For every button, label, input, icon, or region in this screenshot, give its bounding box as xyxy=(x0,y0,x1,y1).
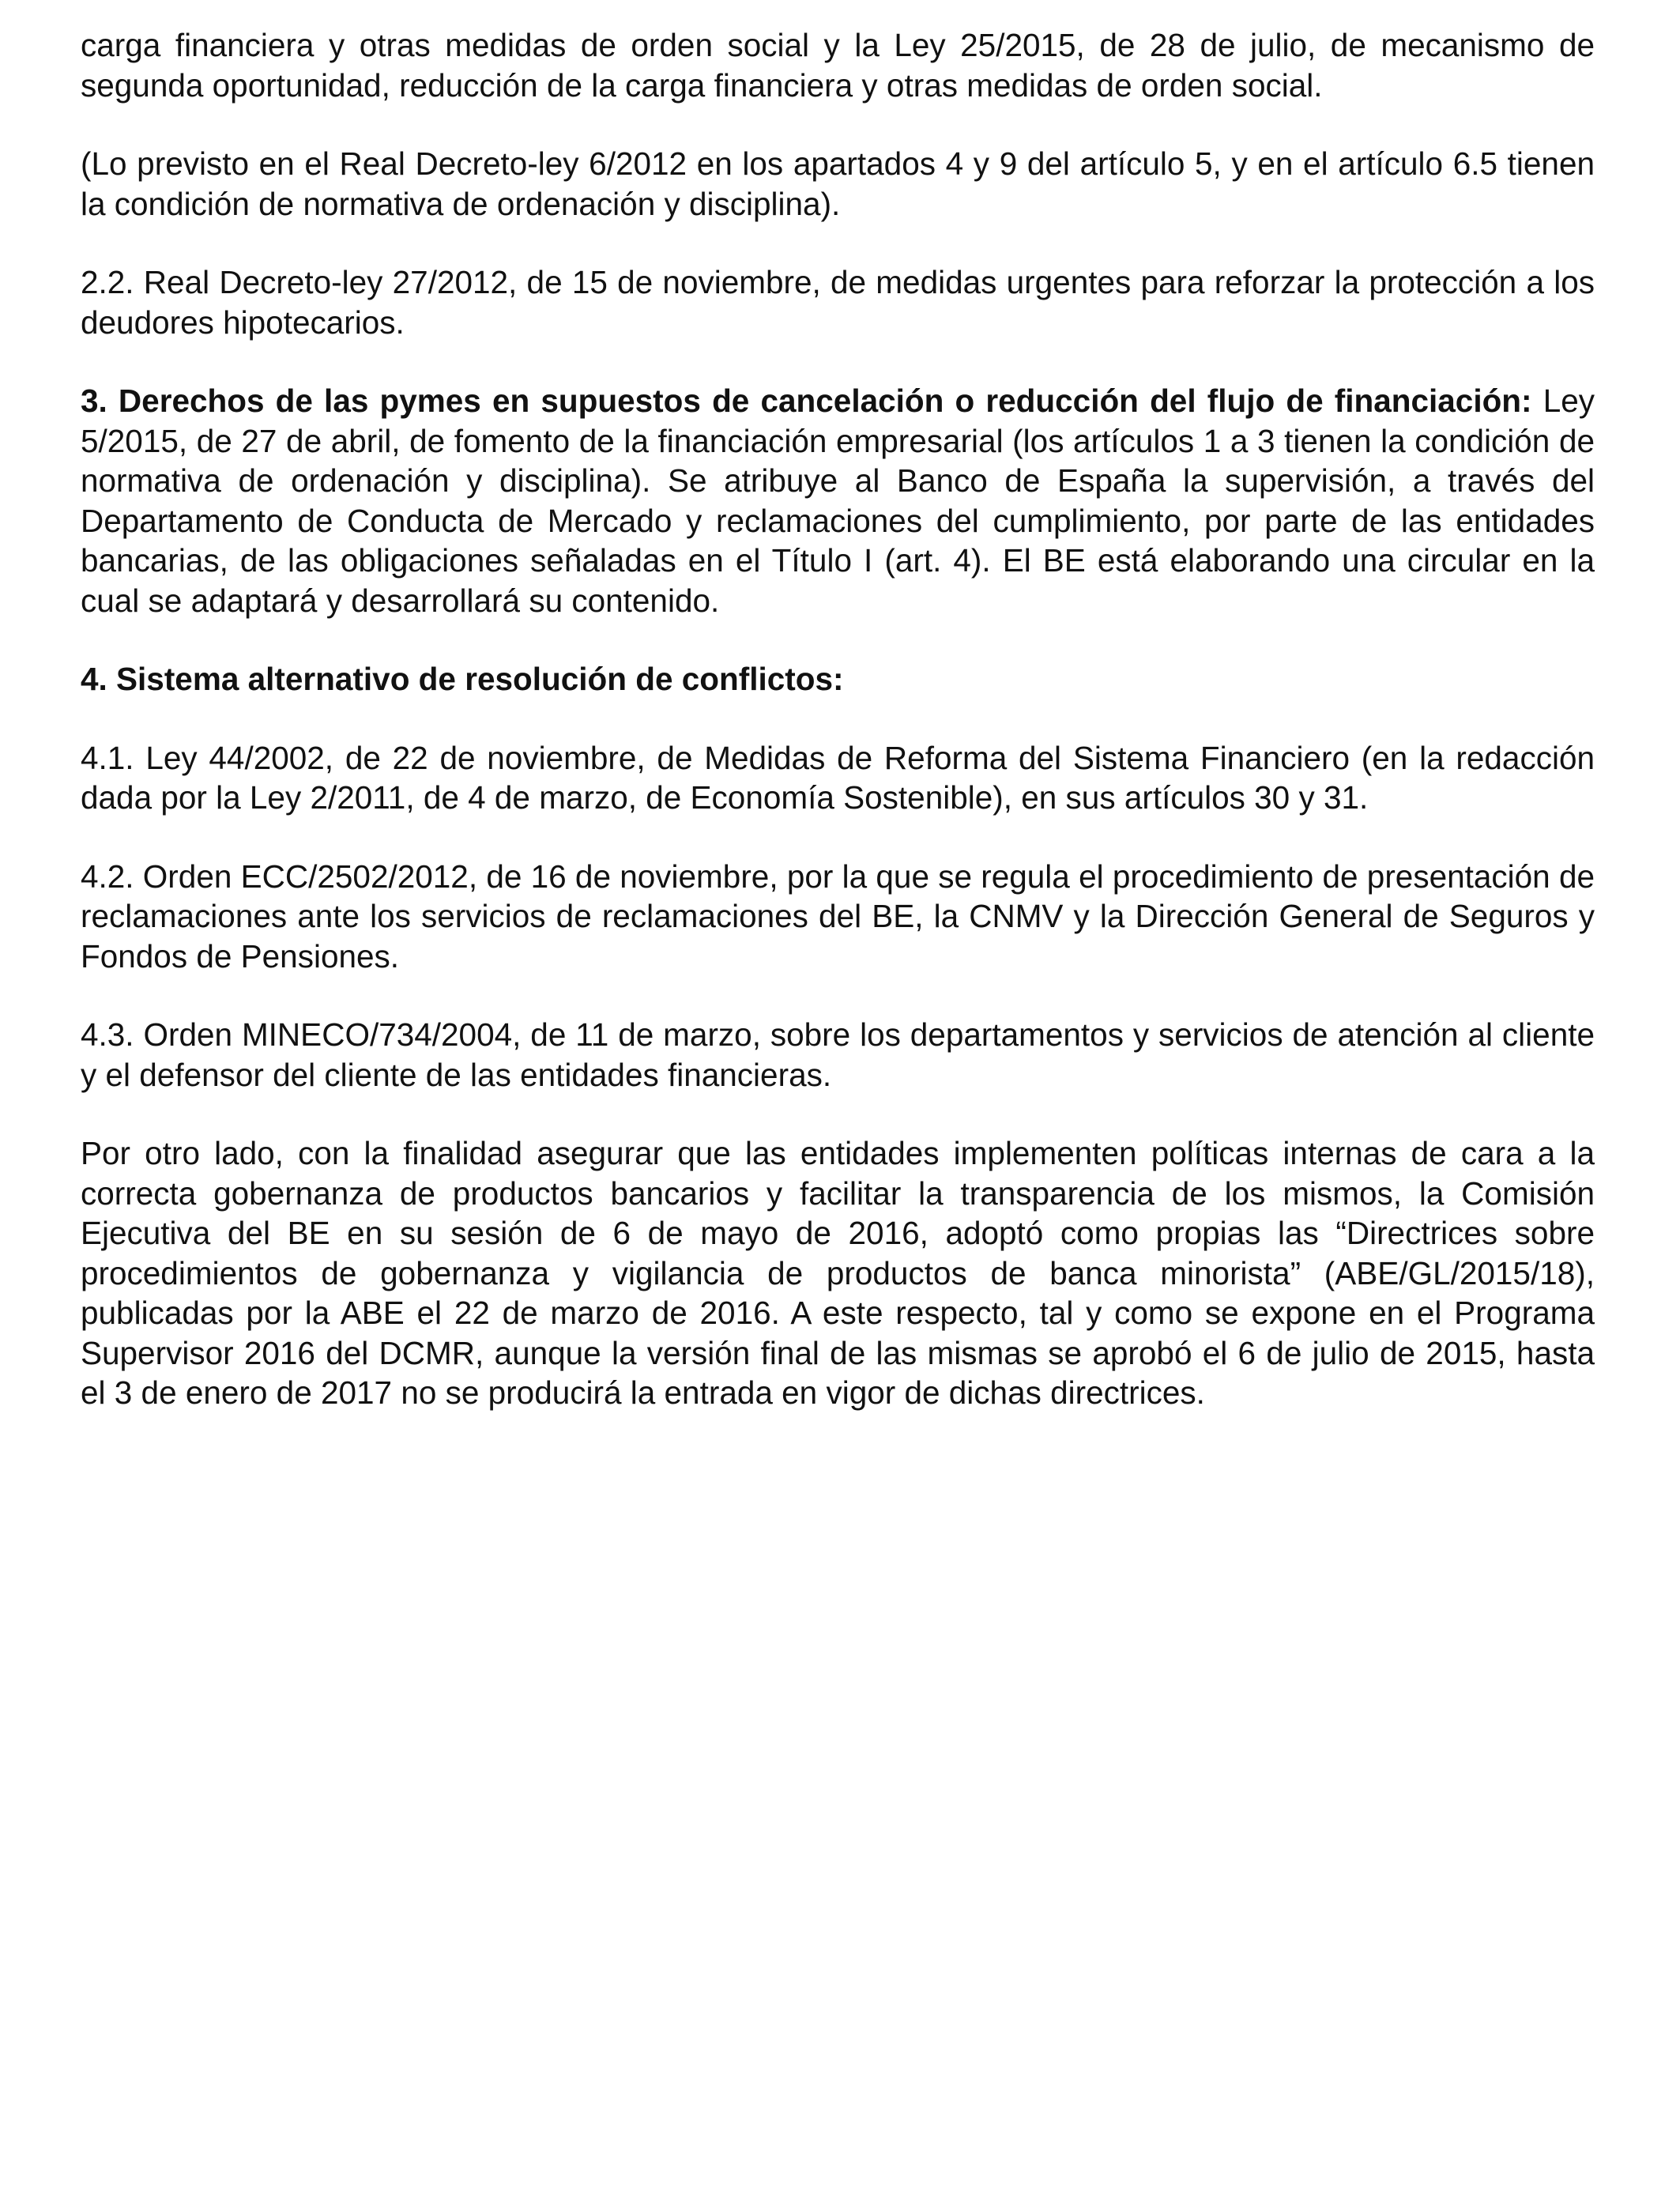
paragraph-continuation: carga financiera y otras medidas de orden social y la Ley 25/2015, de 28 de julio, de mecanismo de segunda oportunidad, reducción de la carga financiera y otras medidas de orden social. xyxy=(81,27,1595,104)
section-4-heading: 4. Sistema alternativo de resolución de conflictos: xyxy=(81,661,844,697)
section-3-body: Ley 5/2015, de 27 de abril, de fomento de la financiación empresarial (los artículos 1 a 3 tienen la condición de normativa de ordenación y disciplina). Se atribuye al Banco de España la supervisión, a través del Departamento de Conducta de Mercado y reclamaciones del cumplimiento, por parte de las entidades bancarias, de las obligaciones señaladas en el Título I (art. 4). El BE está elaborando una circular en la cual se adaptará y desarrollará su contenido. xyxy=(81,383,1595,619)
paragraph-4-2: 4.2. Orden ECC/2502/2012, de 16 de noviembre, por la que se regula el procedimiento de presentación de reclamaciones ante los servicios de reclamaciones del BE, la CNMV y la Dirección General de Seguros y Fondos de Pensiones. xyxy=(81,858,1595,974)
paragraph-4-3: 4.3. Orden MINECO/734/2004, de 11 de marzo, sobre los departamentos y servicios de atención al cliente y el defensor del cliente de las entidades financieras. xyxy=(81,1016,1595,1093)
paragraph-note-rdl-6-2012: (Lo previsto en el Real Decreto-ley 6/2012 en los apartados 4 y 9 del artículo 5, y en el artículo 6.5 tienen la condición de normativa de ordenación y disciplina). xyxy=(81,145,1595,222)
paragraph-2-2: 2.2. Real Decreto-ley 27/2012, de 15 de noviembre, de medidas urgentes para reforzar la protección a los deudores hipotecarios. xyxy=(81,264,1595,341)
document-page xyxy=(81,25,1595,1452)
paragraph-3 xyxy=(81,381,1595,620)
paragraph-4-1: 4.1. Ley 44/2002, de 22 de noviembre, de Medidas de Reforma del Sistema Financiero (en la redacción dada por la Ley 2/2011, de 4 de marzo, de Economía Sostenible), en sus artículos 30 y 31. xyxy=(81,739,1595,816)
section-3-heading: 3. Derechos de las pymes en supuestos de cancelación o reducción del flujo de financiación: xyxy=(81,383,1532,419)
paragraph-closing: Por otro lado, con la finalidad asegurar que las entidades implementen políticas internas de cara a la correcta gobernanza de productos bancarios y facilitar la transparencia de los mismos, la Comisión Ejecutiva del BE en su sesión de 6 de mayo de 2016, adoptó como propias las “Directrices sobre procedimientos de gobernanza y vigilancia de productos de banca minorista” (ABE/GL/2015/18), publicadas por la ABE el 22 de marzo de 2016. A este respecto, tal y como se expone en el Programa Supervisor 2016 del DCMR, aunque la versión final de las mismas se aprobó el 6 de julio de 2015, hasta el 3 de enero de 2017 no se producirá la entrada en vigor de dichas directrices. xyxy=(81,1135,1595,1411)
